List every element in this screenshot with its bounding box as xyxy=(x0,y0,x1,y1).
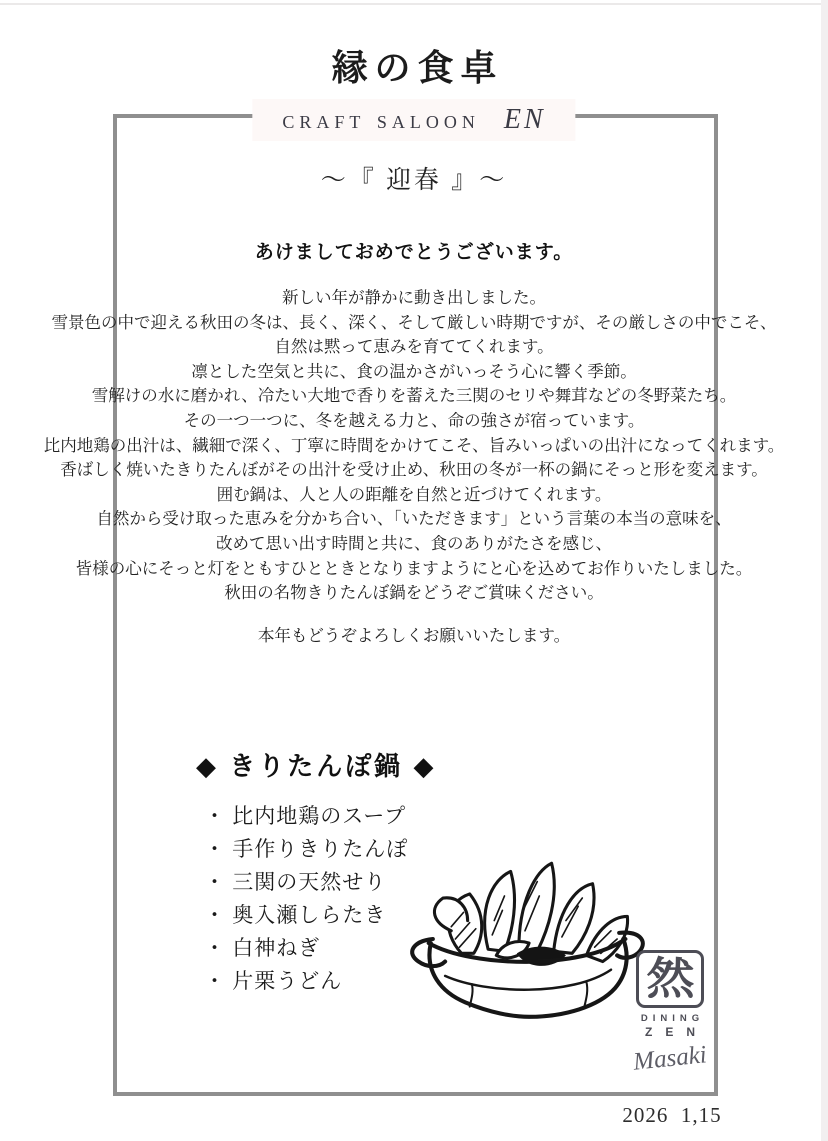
greeting-body-line: 新しい年が静かに動き出しました。 xyxy=(282,288,546,307)
menu-item: ・ 三関の天然せり xyxy=(204,870,387,894)
greeting-body-line: 雪解けの水に磨かれ、冷たい大地で香りを蓄えた三関のセリや舞茸などの冬野菜たち。 xyxy=(91,386,737,406)
logo-kanji: 然 xyxy=(645,955,695,1003)
brand-label xyxy=(252,99,575,141)
greeting-body-line: 凛とした空気と共に、食の温かさがいっそう心に響く季節。 xyxy=(191,361,637,381)
greeting-body-line: 比内地鶏の出汁は、繊細で深く、丁寧に時間をかけてこそ、旨みいっぱいの出汁になってくれます。 xyxy=(43,435,785,455)
greeting-body xyxy=(0,286,828,606)
greeting-closing: 本年もどうぞよろしくお願いいたします。 xyxy=(257,626,571,645)
greeting-body-line: 秋田の名物きりたんぼ鍋をどうぞご賞味ください。 xyxy=(224,583,604,603)
menu-item: ・ 奥入瀬しらたき xyxy=(204,903,387,927)
hotpot-illustration xyxy=(398,836,654,1042)
logo-stamp-seal xyxy=(636,950,704,1008)
page-title: 縁の食卓 xyxy=(331,48,504,88)
occasion-title: ～『 迎春 』～ xyxy=(320,167,508,194)
greeting-body-line: 皆様の心にそっと灯をともすひとときとなりますようにと心を込めてお作りいたしました。 xyxy=(75,558,753,578)
greeting-body-line: 囲む鍋は、人と人の距離を自然と近づけてくれます。 xyxy=(216,484,612,504)
paper-top-edge xyxy=(0,3,828,5)
menu-item: ・ 比内地鶏のスープ xyxy=(204,804,407,828)
menu-item: ・ 片栗うどん xyxy=(204,969,343,993)
brand-name: craft saloon xyxy=(282,105,480,134)
logo-text-zen: ZEN xyxy=(645,1025,708,1039)
logo-text-dining: DINING xyxy=(640,1013,705,1024)
greeting-body-line: 改めて思い出す時間と共に、食のありがたさを感じ、 xyxy=(216,533,612,553)
menu-item: ・ 手作りきりたんぽ xyxy=(204,837,409,861)
brand-name-script: EN xyxy=(503,104,546,135)
greeting-body-line: 自然は黙って恵みを育ててくれます。 xyxy=(274,337,554,357)
greeting-body-line: 自然から受け取った恵みを分かち合い、「いただきます」という言葉の本当の意味を、 xyxy=(96,509,732,529)
logo-signature: Masaki xyxy=(631,1041,708,1076)
menu-list xyxy=(204,800,408,998)
restaurant-logo xyxy=(620,950,720,1076)
greeting-body-line: 香ばしく焼いたきりたんぼがその出汁を受け止め、秋田の冬が一杯の鍋にそっと形を変えます。 xyxy=(60,460,768,480)
greeting-body-line: その一つ一つに、冬を越える力と、命の強さが宿っています。 xyxy=(183,410,645,430)
menu-item: ・ 白神ねぎ xyxy=(204,936,321,960)
document-date: 2026 1,15 xyxy=(622,1103,722,1127)
hotpot-drawing-svg xyxy=(398,836,654,1042)
greeting-body-line: 雪景色の中で迎える秋田の冬は、長く、深く、そして厳しい時期ですが、その厳しさの中でこそ、 xyxy=(51,312,777,332)
menu-heading: ◆ きりたんぽ鍋 ◆ xyxy=(196,751,437,781)
greeting-headline: あけましておめでとうございます。 xyxy=(254,242,574,263)
